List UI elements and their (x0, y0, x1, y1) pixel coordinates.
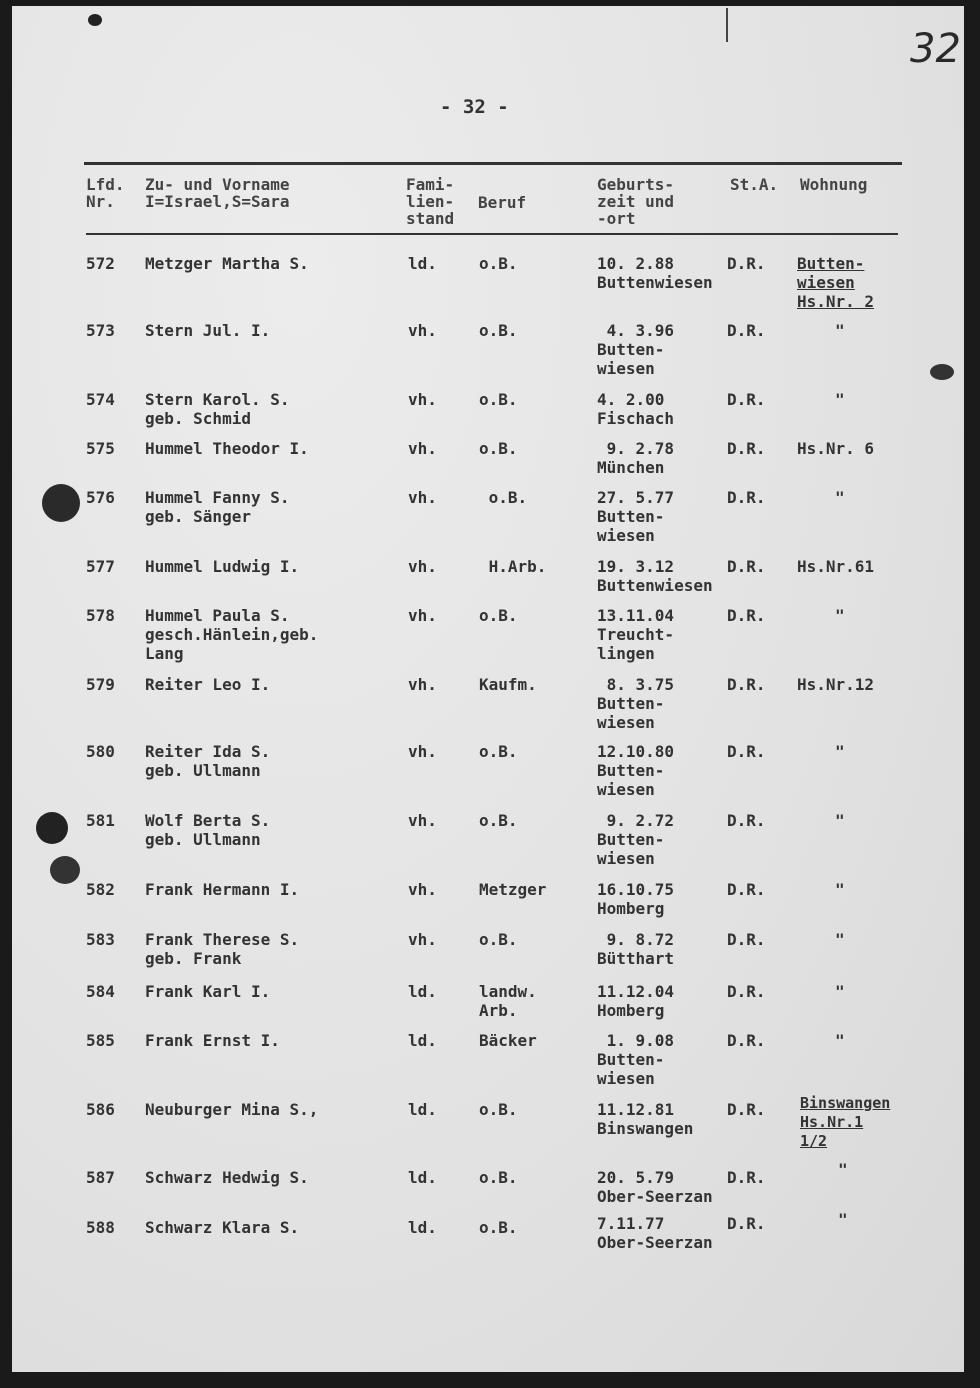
row-name: Hummel Theodor I. (145, 439, 309, 458)
row-name: Frank Ernst I. (145, 1031, 280, 1050)
row-sta: D.R. (727, 1100, 766, 1119)
row-name: Frank Karl I. (145, 982, 271, 1001)
row-sta: D.R. (727, 390, 766, 409)
row-beruf: Kaufm. (479, 675, 537, 694)
row-nr: 584 (86, 982, 115, 1001)
header-geburt: Geburts- zeit und -ort (597, 175, 675, 228)
row-beruf: o.B. (479, 930, 518, 949)
row-stand: vh. (408, 811, 437, 830)
row-beruf: o.B. (479, 742, 518, 761)
row-name: Reiter Leo I. (145, 675, 271, 694)
row-wohnung: Hs.Nr. 6 (797, 439, 875, 458)
row-geburt: 13.11.04 Treucht- lingen (597, 606, 675, 663)
row-nr: 586 (86, 1100, 115, 1119)
row-sta: D.R. (727, 930, 766, 949)
row-stand: ld. (408, 1100, 437, 1119)
row-name: Neuburger Mina S., (145, 1100, 319, 1119)
row-beruf: o.B. (479, 1168, 518, 1187)
row-beruf: o.B. (479, 606, 518, 625)
row-sta: D.R. (727, 488, 766, 507)
row-nr: 578 (86, 606, 115, 625)
row-nr: 581 (86, 811, 115, 830)
row-geburt: 9. 8.72 Bütthart (597, 930, 675, 968)
header-familienstand: Fami- lien- stand (406, 175, 455, 228)
row-beruf: o.B. (479, 1218, 518, 1237)
row-beruf: Metzger (479, 880, 547, 899)
row-geburt: 11.12.04 Homberg (597, 982, 675, 1020)
row-nr: 576 (86, 488, 115, 507)
row-wohnung: " (835, 321, 845, 340)
row-stand: vh. (408, 742, 437, 761)
row-sta: D.R. (727, 1214, 766, 1233)
row-stand: ld. (408, 1218, 437, 1237)
header-lfd-nr: Lfd. Nr. (86, 175, 125, 211)
row-beruf: o.B. (479, 439, 518, 458)
row-sta: D.R. (727, 880, 766, 899)
row-geburt: 4. 3.96 Butten- wiesen (597, 321, 675, 378)
ink-blot (88, 14, 102, 26)
header-wohnung: Wohnung (800, 175, 868, 194)
row-wohnung: " (835, 606, 845, 625)
row-stand: vh. (408, 606, 437, 625)
row-nr: 585 (86, 1031, 115, 1050)
row-geburt: 10. 2.88 Buttenwiesen (597, 254, 713, 292)
row-geburt: 19. 3.12 Buttenwiesen (597, 557, 713, 595)
row-geburt: 7.11.77 Ober-Seerzan (597, 1214, 713, 1252)
row-sta: D.R. (727, 1168, 766, 1187)
row-geburt: 11.12.81 Binswangen (597, 1100, 694, 1138)
row-geburt: 8. 3.75 Butten- wiesen (597, 675, 675, 732)
header-top-rule (84, 162, 902, 165)
row-nr: 588 (86, 1218, 115, 1237)
row-nr: 580 (86, 742, 115, 761)
row-sta: D.R. (727, 439, 766, 458)
row-name: Schwarz Klara S. (145, 1218, 300, 1237)
punch-hole (50, 856, 80, 884)
punch-hole (42, 484, 80, 522)
row-beruf: H.Arb. (479, 557, 547, 576)
row-name: Hummel Ludwig I. (145, 557, 300, 576)
row-nr: 577 (86, 557, 115, 576)
row-beruf: o.B. (479, 1100, 518, 1119)
row-wohnung: " (835, 390, 845, 409)
row-beruf: o.B. (479, 390, 518, 409)
row-sta: D.R. (727, 982, 766, 1001)
row-stand: ld. (408, 1031, 437, 1050)
row-wohnung: " (835, 930, 845, 949)
row-wohnung: " (835, 1031, 845, 1050)
row-beruf: Bäcker (479, 1031, 537, 1050)
row-name: Wolf Berta S. geb. Ullmann (145, 811, 271, 849)
row-wohnung: " (835, 811, 845, 830)
row-nr: 575 (86, 439, 115, 458)
row-stand: vh. (408, 321, 437, 340)
handwritten-page-number: 32 (910, 26, 961, 72)
row-nr: 587 (86, 1168, 115, 1187)
row-wohnung: " (835, 742, 845, 761)
row-sta: D.R. (727, 321, 766, 340)
row-wohnung: " (835, 982, 845, 1001)
ink-blot (930, 364, 954, 380)
row-geburt: 1. 9.08 Butten- wiesen (597, 1031, 675, 1088)
row-nr: 573 (86, 321, 115, 340)
header-name: Zu- und Vorname I=Israel,S=Sara (145, 175, 290, 211)
row-wohnung: Binswangen Hs.Nr.1 1/2 (800, 1094, 891, 1150)
row-stand: vh. (408, 390, 437, 409)
row-geburt: 27. 5.77 Butten- wiesen (597, 488, 675, 545)
row-name: Stern Jul. I. (145, 321, 271, 340)
row-geburt: 9. 2.72 Butten- wiesen (597, 811, 675, 868)
row-stand: ld. (408, 1168, 437, 1187)
row-stand: ld. (408, 254, 437, 273)
row-beruf: o.B. (479, 811, 518, 830)
row-name: Schwarz Hedwig S. (145, 1168, 309, 1187)
typed-page-number: - 32 - (440, 96, 509, 118)
row-beruf: landw. Arb. (479, 982, 537, 1020)
row-stand: vh. (408, 488, 437, 507)
row-sta: D.R. (727, 811, 766, 830)
row-wohnung: " (838, 1210, 848, 1229)
header-bottom-rule (86, 233, 898, 235)
row-wohnung: Butten- wiesen Hs.Nr. 2 (797, 254, 875, 311)
row-name: Frank Therese S. geb. Frank (145, 930, 300, 968)
row-nr: 572 (86, 254, 115, 273)
row-wohnung: " (838, 1160, 848, 1179)
row-wohnung: " (835, 488, 845, 507)
row-sta: D.R. (727, 1031, 766, 1050)
row-wohnung: Hs.Nr.61 (797, 557, 875, 576)
row-nr: 574 (86, 390, 115, 409)
row-beruf: o.B. (479, 321, 518, 340)
header-beruf: Beruf (478, 193, 527, 212)
header-staatsangehoerigkeit: St.A. (730, 175, 779, 194)
row-name: Stern Karol. S. geb. Schmid (145, 390, 290, 428)
row-geburt: 20. 5.79 Ober-Seerzan (597, 1168, 713, 1206)
row-sta: D.R. (727, 557, 766, 576)
row-name: Frank Hermann I. (145, 880, 300, 899)
row-name: Hummel Fanny S. geb. Sänger (145, 488, 290, 526)
row-stand: vh. (408, 439, 437, 458)
row-name: Hummel Paula S. gesch.Hänlein,geb. Lang (145, 606, 319, 663)
row-nr: 583 (86, 930, 115, 949)
row-beruf: o.B. (479, 254, 518, 273)
row-wohnung: " (835, 880, 845, 899)
row-name: Metzger Martha S. (145, 254, 309, 273)
row-wohnung: Hs.Nr.12 (797, 675, 875, 694)
row-stand: vh. (408, 557, 437, 576)
punch-hole (36, 812, 68, 844)
margin-mark (726, 8, 728, 42)
row-geburt: 4. 2.00 Fischach (597, 390, 675, 428)
row-nr: 579 (86, 675, 115, 694)
row-sta: D.R. (727, 606, 766, 625)
row-name: Reiter Ida S. geb. Ullmann (145, 742, 271, 780)
row-beruf: o.B. (479, 488, 528, 507)
row-stand: ld. (408, 982, 437, 1001)
row-nr: 582 (86, 880, 115, 899)
row-sta: D.R. (727, 675, 766, 694)
row-geburt: 9. 2.78 München (597, 439, 675, 477)
row-geburt: 12.10.80 Butten- wiesen (597, 742, 675, 799)
row-stand: vh. (408, 880, 437, 899)
row-sta: D.R. (727, 742, 766, 761)
row-stand: vh. (408, 675, 437, 694)
row-sta: D.R. (727, 254, 766, 273)
row-geburt: 16.10.75 Homberg (597, 880, 675, 918)
row-stand: vh. (408, 930, 437, 949)
